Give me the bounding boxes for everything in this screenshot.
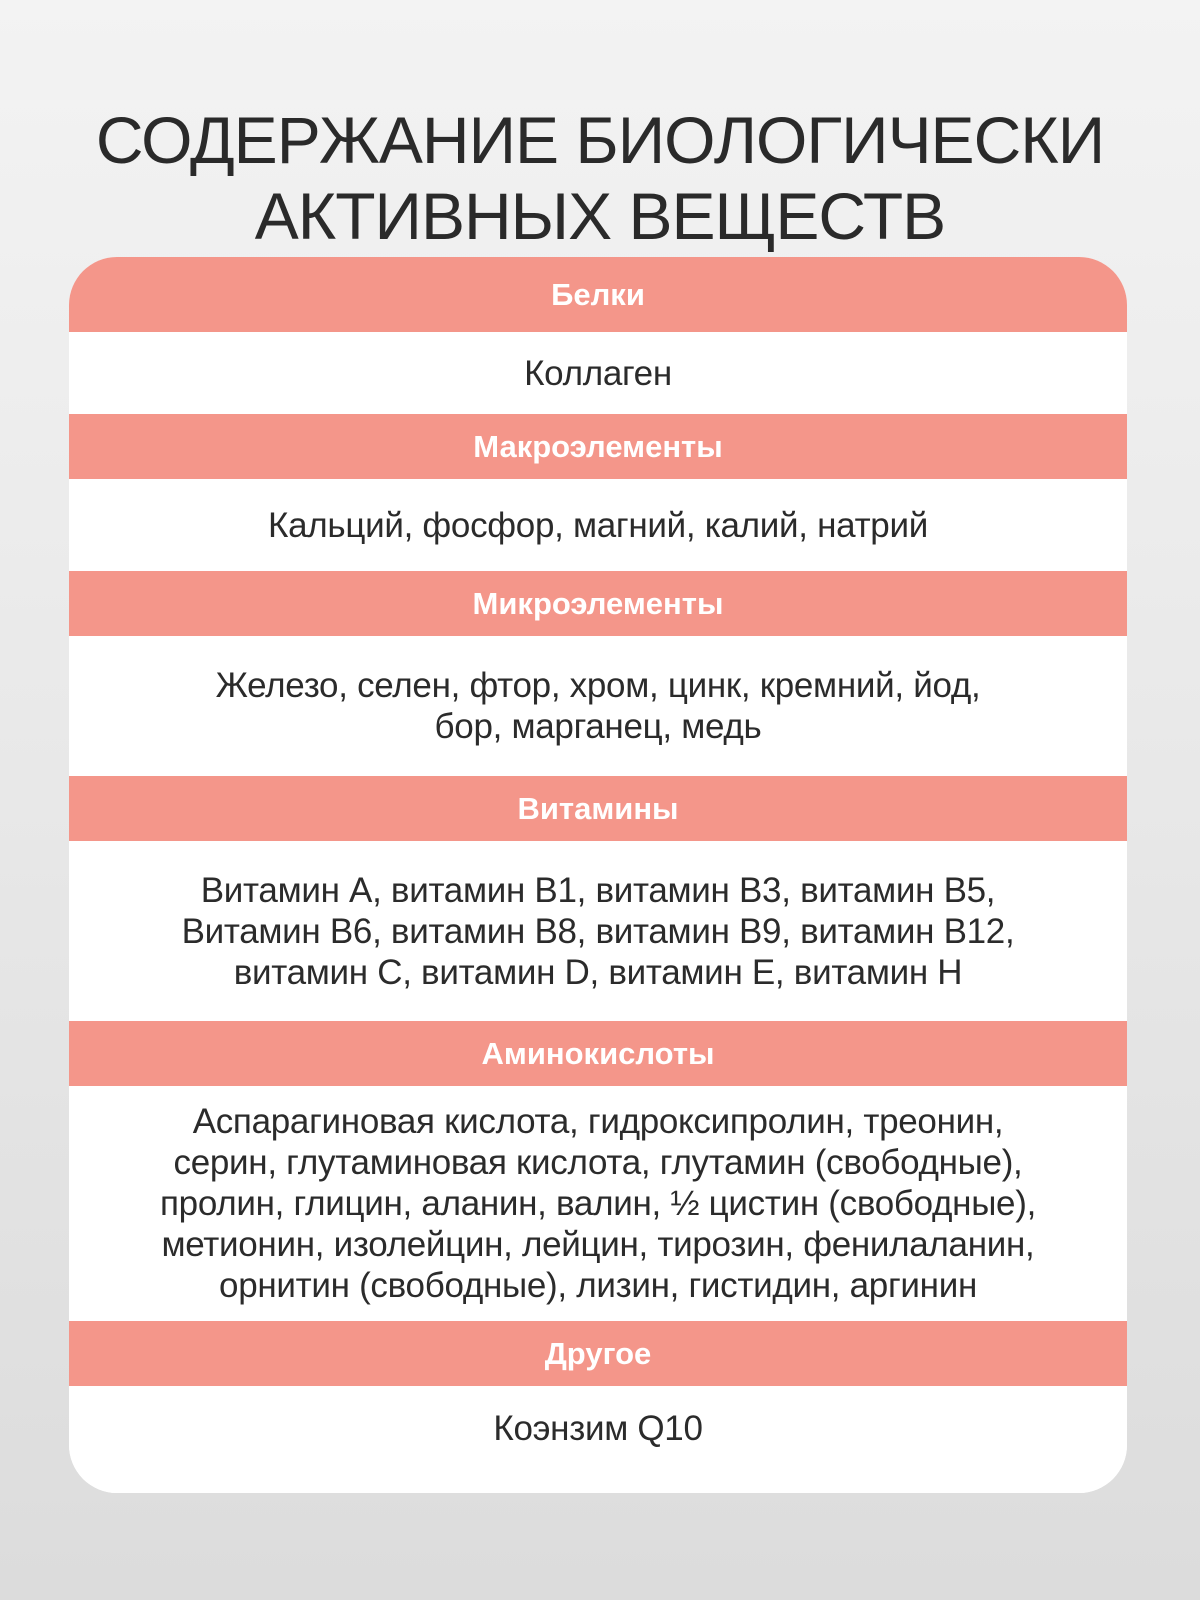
section-macroelements <box>69 414 1127 571</box>
section-proteins <box>69 257 1127 414</box>
section-body <box>69 479 1127 571</box>
section-text-line: Аспарагиновая кислота, гидроксипролин, треонин, <box>192 1102 1004 1141</box>
section-text-line: Витамин В6, витамин В8, витамин В9, витамин В12, <box>181 911 1015 951</box>
section-body <box>69 636 1127 776</box>
section-body <box>69 332 1127 414</box>
composition-card <box>69 257 1127 1493</box>
section-text-line: серин, глутаминовая кислота, глутамин (свободные), <box>173 1143 1023 1182</box>
section-text-line: орнитин (свободные), лизин, гистидин, аргинин <box>219 1266 977 1305</box>
section-other <box>69 1321 1127 1493</box>
section-header: Витамины <box>69 776 1127 841</box>
section-amino-acids <box>69 1021 1127 1321</box>
section-text-line: Железо, селен, фтор, хром, цинк, кремний, йод, <box>215 666 981 705</box>
section-header: Белки <box>69 257 1127 332</box>
section-header: Аминокислоты <box>69 1021 1127 1086</box>
section-header: Другое <box>69 1321 1127 1386</box>
section-vitamins <box>69 776 1127 1021</box>
section-text-line: метионин, изолейцин, лейцин, тирозин, фенилаланин, <box>161 1225 1035 1264</box>
section-text-line: бор, марганец, медь <box>434 707 762 746</box>
section-text-line: пролин, глицин, аланин, валин, ½ цистин (свободные), <box>160 1184 1036 1223</box>
section-header: Макроэлементы <box>69 414 1127 479</box>
section-microelements <box>69 571 1127 776</box>
section-text-line: Витамин А, витамин В1, витамин В3, витамин В5, <box>200 870 996 910</box>
section-text-line: Коллаген <box>524 353 672 393</box>
section-text-line: витамин С, витамин D, витамин Е, витамин Н <box>233 952 963 992</box>
section-text-line: Коэнзим Q10 <box>493 1409 703 1448</box>
page-title-line-1: СОДЕРЖАНИЕ БИОЛОГИЧЕСКИ <box>95 103 1105 178</box>
section-text-line: Кальций, фосфор, магний, калий, натрий <box>268 505 928 545</box>
section-header: Микроэлементы <box>69 571 1127 636</box>
section-body <box>69 1086 1127 1321</box>
page-title-line-2: АКТИВНЫХ ВЕЩЕСТВ <box>254 179 946 254</box>
page-title <box>0 102 1200 254</box>
section-body <box>69 841 1127 1021</box>
section-body <box>69 1386 1127 1493</box>
